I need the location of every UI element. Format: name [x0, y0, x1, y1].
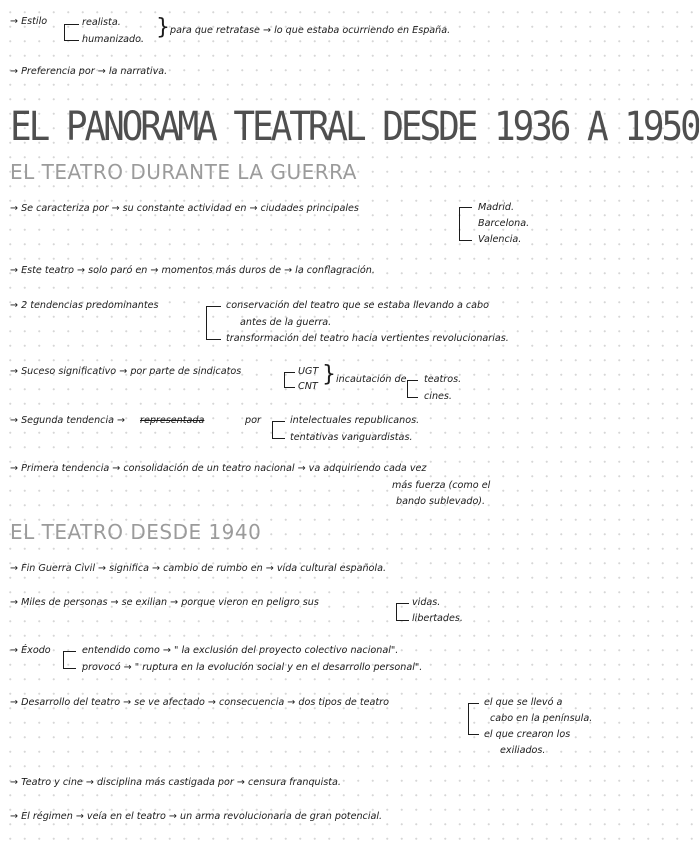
- estilo-option-realista: realista.: [82, 17, 121, 28]
- teatro-peninsula: el que se llevó a: [484, 697, 563, 708]
- teatro-exiliados-cont: exiliados.: [500, 745, 546, 756]
- tendencias-label: → 2 tendencias predominantes: [10, 300, 159, 311]
- estilo-option-humanizado: humanizado.: [82, 34, 145, 45]
- este-teatro-line: → Este teatro → solo paró en → momentos más duros de → la conflagración.: [10, 265, 375, 276]
- miles-branch: [396, 603, 409, 621]
- teatro-cine-line: → Teatro y cine → disciplina más castigada por → censura franquista.: [10, 777, 341, 788]
- preferencia-line: → Preferencia por → la narrativa.: [10, 66, 168, 77]
- peligro-libertades: libertades.: [412, 613, 463, 624]
- segunda-tendencia-label: → Segunda tendencia →: [10, 415, 126, 426]
- estilo-branch: [64, 24, 79, 41]
- city-barcelona: Barcelona.: [478, 218, 530, 229]
- peligro-vidas: vidas.: [412, 597, 441, 608]
- tendencias-branch: [206, 306, 221, 340]
- exodo-label: → Éxodo: [10, 645, 51, 656]
- miles-personas-line: → Miles de personas → se exilian → porque vieron en peligro sus: [10, 597, 319, 608]
- cities-branch: [459, 207, 472, 241]
- tendencia-transformacion: transformación del teatro hacia vertientes revolucionarias.: [226, 333, 509, 344]
- exodo-provoco: provocó → " ruptura en la evolución social y en el desarrollo personal".: [82, 662, 423, 673]
- primera-tendencia-cont2: bando sublevado).: [396, 496, 486, 507]
- segunda-intelectuales: intelectuales republicanos.: [290, 415, 420, 426]
- estilo-purpose: para que retratase → lo que estaba ocurriendo en España.: [170, 25, 451, 36]
- caracteriza-line: → Se caracteriza por → su constante actividad en → ciudades principales: [10, 203, 359, 214]
- section-heading-guerra: EL TEATRO DURANTE LA GUERRA: [10, 160, 357, 184]
- incautacion-label: incautación de: [336, 374, 407, 385]
- sindicato-cnt: CNT: [298, 381, 318, 392]
- primera-tendencia-line: → Primera tendencia → consolidación de un teatro nacional → va adquiriendo cada vez: [10, 463, 427, 474]
- teatro-exiliados: el que crearon los: [484, 729, 571, 740]
- regimen-line: → El régimen → veía en el teatro → un arma revolucionaria de gran potencial.: [10, 811, 383, 822]
- desarrollo-teatro-line: → Desarrollo del teatro → se ve afectado → consecuencia → dos tipos de teatro: [10, 697, 389, 708]
- suceso-line: → Suceso significativo → por parte de sindicatos: [10, 366, 242, 377]
- fin-guerra-line: → Fin Guerra Civil → significa → cambio de rumbo en → vida cultural española.: [10, 563, 387, 574]
- segunda-branch: [272, 421, 285, 439]
- incautacion-teatros: teatros.: [424, 374, 462, 385]
- segunda-tendencia-por: por: [245, 415, 261, 426]
- segunda-tendencia-strike: representada: [140, 415, 205, 426]
- page-title: EL PANORAMA TEATRAL DESDE 1936 A 1950: [10, 104, 699, 150]
- tendencia-conservacion-cont: antes de la guerra.: [240, 317, 332, 328]
- segunda-tentativas: tentativas vanguardistas.: [290, 432, 413, 443]
- incautacion-cines: cines.: [424, 391, 452, 402]
- sindicatos-branch: [284, 372, 295, 388]
- teatro-peninsula-cont: cabo en la península.: [490, 713, 593, 724]
- sindicato-ugt: UGT: [298, 366, 319, 377]
- exodo-branch: [63, 651, 76, 669]
- desarrollo-branch: [468, 703, 479, 735]
- curly-brace: }: [322, 362, 336, 387]
- incautacion-branch: [407, 380, 418, 398]
- city-madrid: Madrid.: [478, 202, 514, 213]
- curly-brace: }: [156, 15, 170, 40]
- tendencia-conservacion: conservación del teatro que se estaba llevando a cabo: [226, 300, 489, 311]
- section-heading-1940: EL TEATRO DESDE 1940: [10, 520, 262, 544]
- primera-tendencia-cont: más fuerza (como el: [392, 480, 491, 491]
- city-valencia: Valencia.: [478, 234, 522, 245]
- exodo-entendido: entendido como → " la exclusión del proyecto colectivo nacional".: [82, 645, 399, 656]
- estilo-label: → Estilo: [10, 16, 48, 27]
